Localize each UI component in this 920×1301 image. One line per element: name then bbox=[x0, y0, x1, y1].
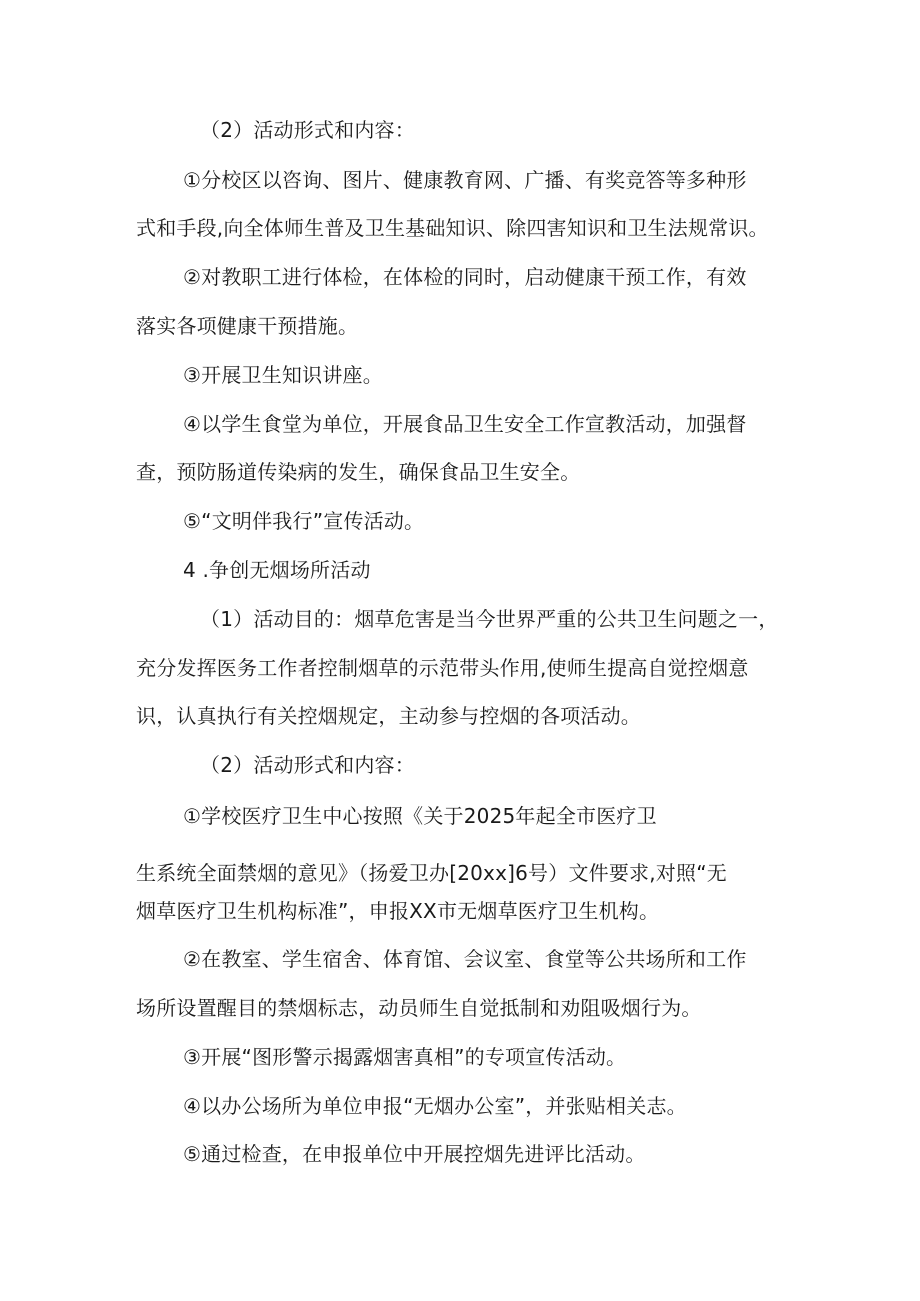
paragraph-line: （1）活动目的：烟草危害是当今世界严重的公共卫生问题之一， bbox=[200, 607, 779, 631]
paragraph-line: ④以学生食堂为单位，开展食品卫生安全工作宣教活动，加强督 bbox=[183, 412, 747, 436]
paragraph-line: 查，预防肠道传染病的发生，确保食品卫生安全。 bbox=[136, 460, 581, 484]
paragraph-line: ①分校区以咨询、图片、健康教育网、广播、有奖竞答等多种形 bbox=[183, 168, 747, 192]
paragraph-line: ②对教职工进行体检，在体检的同时，启动健康干预工作，有效 bbox=[183, 265, 747, 289]
paragraph-line: 落实各项健康干预措施。 bbox=[136, 314, 359, 338]
section-heading-activity-format: （2）活动形式和内容： bbox=[200, 753, 415, 777]
paragraph-line: ⑤通过检查，在申报单位中开展控烟先进评比活动。 bbox=[183, 1142, 646, 1166]
section-heading-activity-format: （2）活动形式和内容： bbox=[200, 118, 415, 142]
paragraph-line: ③开展“图形警示揭露烟害真相”的专项宣传活动。 bbox=[183, 1045, 627, 1069]
paragraph-line: ②在教室、学生宿舍、体育馆、会议室、食堂等公共场所和工作 bbox=[183, 947, 747, 971]
paragraph-line: 场所设置醒目的禁烟标志，动员师生自觉抵制和劝阻吸烟行为。 bbox=[136, 996, 702, 1020]
paragraph-line: 充分发挥医务工作者控制烟草的示范带头作用,使师生提高自觉控烟意 bbox=[136, 656, 749, 680]
paragraph-line: ①学校医疗卫生中心按照《关于2025年起全市医疗卫 bbox=[183, 804, 657, 828]
paragraph-line: 烟草医疗卫生机构标准”，申报XX市无烟草医疗卫生机构。 bbox=[136, 899, 660, 923]
paragraph-line: 式和手段,向全体师生普及卫生基础知识、除四害知识和卫生法规常识。 bbox=[136, 216, 769, 240]
section-heading-smoke-free: 4 .争创无烟场所活动 bbox=[183, 558, 371, 582]
paragraph-line: ④以办公场所为单位申报“无烟办公室”，并张贴相关志。 bbox=[183, 1094, 687, 1118]
paragraph-line: 识，认真执行有关控烟规定，主动参与控烟的各项活动。 bbox=[136, 704, 641, 728]
paragraph-line: ③开展卫生知识讲座。 bbox=[183, 363, 383, 387]
paragraph-line: 生系统全面禁烟的意见》（扬爱卫办[20xx]6号）文件要求,对照“无 bbox=[136, 861, 727, 885]
paragraph-line: ⑤“文明伴我行”宣传活动。 bbox=[183, 509, 425, 533]
